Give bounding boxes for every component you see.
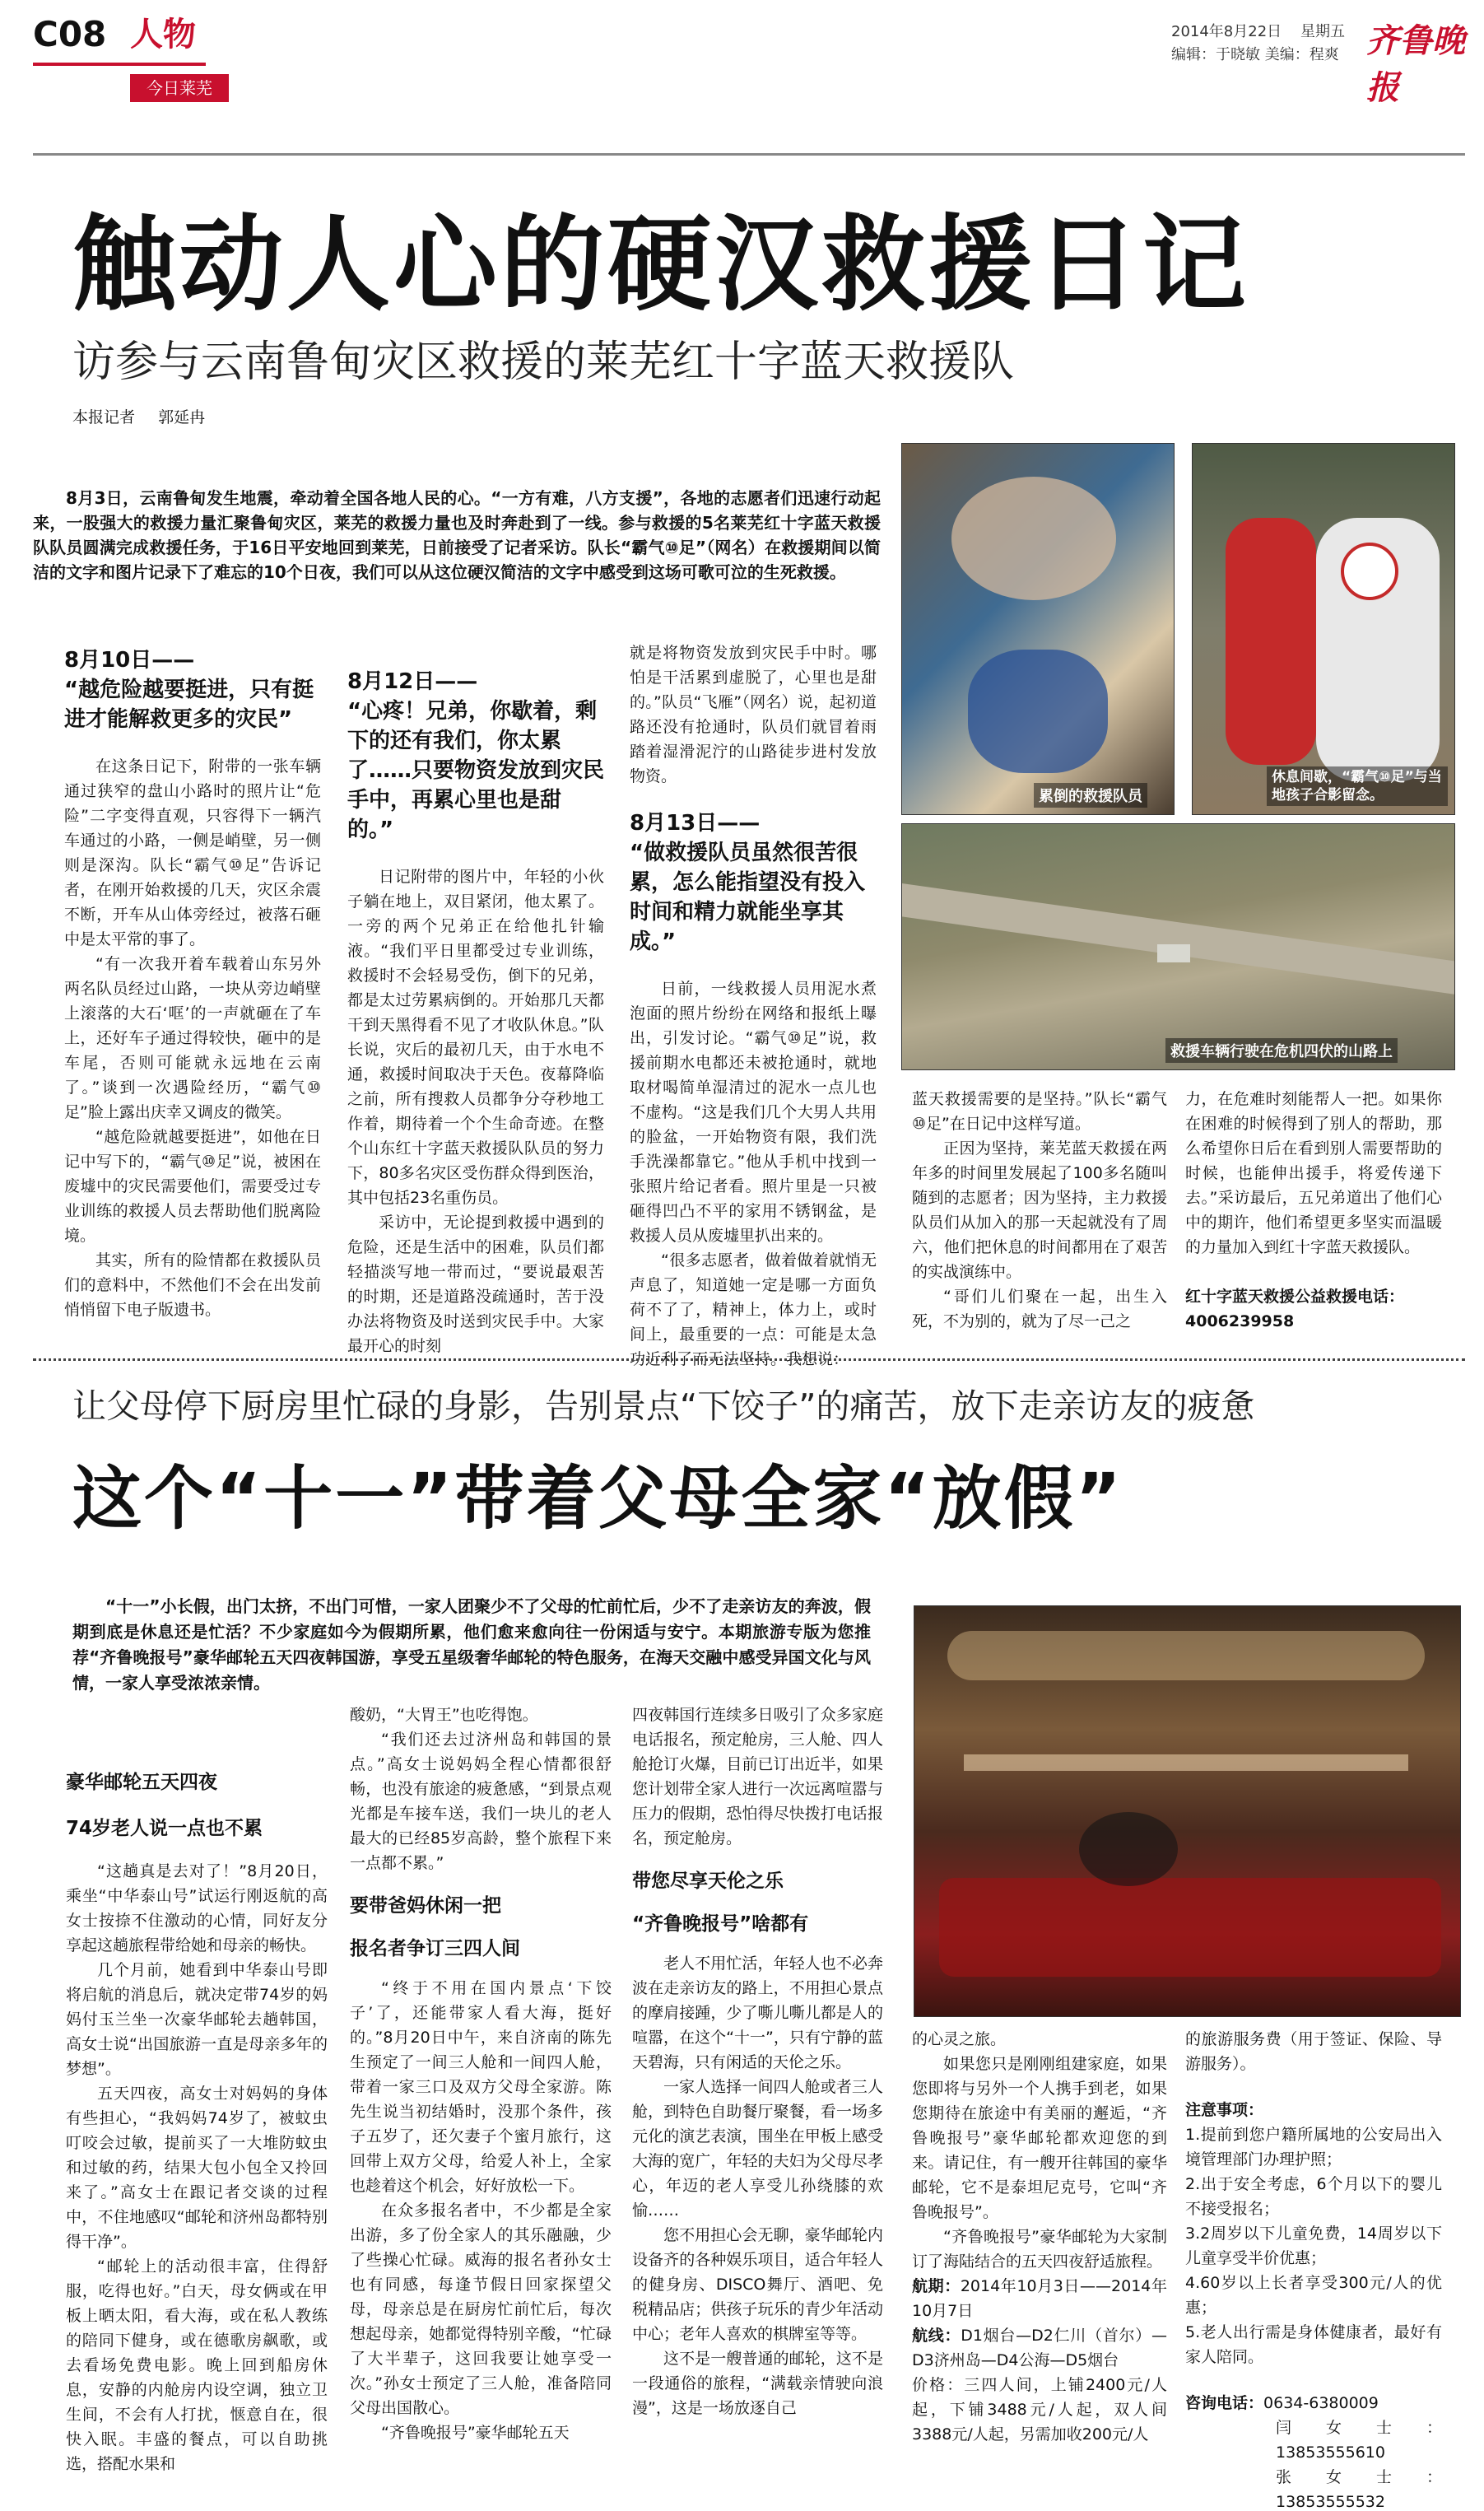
entry-quote: “心疼！兄弟，你歇着，剩下的还有我们，你太累了……只要物资发放到灾民手中，再累心里也是甜的。”	[347, 699, 605, 842]
byline	[72, 405, 205, 427]
paragraph: “越危险就越要挺进”，如他在日记中写下的，“霸气⑩足”说，被困在废墟中的灾民需要他们，需要受过专业训练的救援人员去帮助他们脱离险境。	[64, 1128, 321, 1245]
article1-col5	[1185, 1087, 1442, 1334]
page-header	[33, 14, 1465, 107]
photo-caption: 累倒的救援队员	[1034, 783, 1147, 808]
article1-col4	[912, 1087, 1167, 1334]
paragraph: “有一次我开着车载着山东另外两名队员经过山路，一块从旁边峭壁上滚落的大石‘哐’的一声就砸在了车上，还好车子通过得较快，砸中的是车尾，否则可能就永远地在云南了。”谈到一次遇险经历，“霸气⑩足”脸上露出庆幸又调皮的微笑。	[64, 955, 321, 1121]
route-label: 航线：	[912, 2327, 961, 2345]
contact-phone: 4006239958	[1185, 1312, 1295, 1330]
paragraph: 的心灵之旅。	[912, 2030, 1007, 2048]
photo-exhausted-rescuer	[901, 443, 1175, 815]
entry-date: 8月12日——	[347, 669, 478, 694]
issue-weekday: 星期五	[1300, 23, 1345, 40]
article1-intro: 8月3日，云南鲁甸发生地震，牵动着全国各地人民的心。“一方有难，八方支援”，各地的志愿者们迅速行动起来，一股强大的救援力量汇聚鲁甸灾区，莱芜的救援力量也及时奔赴到了一线。参与救援的5名莱芜红十字蓝天救援队队员圆满完成救援任务，于16日平安地回到莱芜，日前接受了记者采访。队长“霸气⑩足”（网名）在救援期间以简洁的文字和图片记录下了难忘的10个日夜，我们可以从这位硬汉简洁的文字中感受到这场可歌可泣的生死救援。	[33, 488, 881, 582]
paragraph: “很多志愿者，做着做着就悄无声息了，知道她一定是哪一方面负荷不了了，精神上，体力上，或时间上，最重要的一点：可能是太急功近利了而无法坚持。我想说：	[630, 1251, 877, 1368]
entry-date: 8月13日——	[630, 811, 761, 836]
paragraph: “终于不用在国内景点‘下饺子’了，还能带家人看大海，挺好的。”8月20日中午，来自济南的陈先生预定了一间三人舱和一间四人舱，带着一家三口及双方父母全家游。陈先生说当初结婚时，没那个条件，孩子五岁了，还欠妻子个蜜月旅行，这回带上双方父母，给爱人补上，全家也趁着这个机会，好好放松一下。	[350, 1979, 612, 2195]
paragraph: 老人不用忙活，年轻人也不必奔波在走亲访友的路上，不用担心景点的摩肩接踵，少了嘶儿嘶儿都是人的喧嚣，在这个“十一”，只有宁静的蓝天碧海，只有闲适的天伦之乐。	[632, 1954, 883, 2071]
paragraph: 的旅游服务费（用于签证、保险、导游服务）。	[1185, 2030, 1442, 2073]
article1-col2	[347, 667, 604, 1358]
contact-label: 红十字蓝天救援公益救援电话：	[1185, 1288, 1405, 1306]
paragraph: “齐鲁晚报号”豪华邮轮为大家制订了海陆结合的五天四夜舒适旅程。	[912, 2228, 1167, 2271]
article2-col3	[632, 1703, 883, 2420]
paragraph: 就是将物资发放到灾民手中时。哪怕是干活累到虚脱了，心里也是甜的。”队员“飞雁”（网名）说，起初道路还没有抢通时，队员们就冒着雨踏着湿滑泥泞的山路徒步进村发放物资。	[630, 644, 877, 785]
paragraph: “哥们儿们聚在一起，出生入死，不为别的，就为了尽一己之	[912, 1288, 1167, 1330]
paragraph: 几个月前，她看到中华泰山号即将启航的消息后，就决定带74岁的妈妈付玉兰坐一次豪华邮轮去趟韩国，高女士说“出国旅游一直是母亲多年的梦想”。	[66, 1961, 328, 2078]
phone-line	[1185, 2391, 1442, 2415]
paragraph: “我们还去过济州岛和韩国的景点。”高女士说妈妈全程心情都很舒畅，也没有旅途的疲惫感，“到景点观光都是车接车送，我们一块儿的老人最大的已经85岁高龄，整个旅程下来一点都不累。”	[350, 1731, 612, 1872]
paragraph: 在众多报名者中，不少都是全家出游，多了份全家人的其乐融融，少了些操心忙碌。威海的报名者孙女士也有同感，每逢节假日回家探望父母，母亲总是在厨房忙前忙后，每次想起母亲，她都觉得特别辛酸，“忙碌了大半辈子，这回我要让她享受一次。”孙女士预定了三人舱，准备陪同父母出国散心。	[350, 2201, 612, 2417]
entry-quote: “做救援队员虽然很苦很累，怎么能指望没有投入时间和精力就能坐享其成。”	[630, 841, 866, 954]
paragraph: 如果您只是刚刚组建家庭，如果您即将与另外一个人携手到老，如果您期待在旅途中有美丽的邂逅，“齐鲁晚报号”豪华邮轮都欢迎您的到来。请记住，有一艘开往韩国的豪华邮轮，它不是泰坦尼克号，它叫“齐鲁晚报号”。	[912, 2055, 1167, 2221]
route-text: D1烟台—D2仁川（首尔）—D3济州岛—D4公海—D5烟台	[912, 2327, 1167, 2369]
editors: 编辑：于晓敏 美编：程爽	[1171, 46, 1339, 63]
photo-caption: 救援车辆行驶在危机四伏的山路上	[1165, 1038, 1398, 1063]
entry-quote: “越危险越要挺进，只有挺进才能解救更多的灾民”	[64, 678, 314, 732]
article1-subheadline: 访参与云南鲁甸灾区救援的莱芜红十字蓝天救援队	[72, 338, 1015, 387]
paragraph: 这不是一艘普通的邮轮，这不是一段通俗的旅程，“满载亲情驶向浪漫”，这是一场放逐自己	[632, 2350, 883, 2417]
photo-cruise-lounge	[914, 1605, 1461, 2017]
paragraph: 蓝天救援需要的是坚持。”队长“霸气⑩足”在日记中这样写道。	[912, 1090, 1167, 1133]
page-code: C08	[33, 14, 107, 54]
section-bar	[33, 63, 206, 66]
section-title: 人物	[130, 16, 196, 54]
contact-1: 闫女士：13853555610	[1276, 2419, 1442, 2462]
notice-item: 5.老人出行需是身体健康者，最好有家人陪同。	[1185, 2323, 1442, 2366]
entry-date: 8月10日——	[64, 648, 195, 673]
notice-item: 2.出于安全考虑，6个月以下的婴儿不接受报名；	[1185, 2175, 1442, 2218]
article2-intro: “十一”小长假，出门太挤，不出门可惜，一家人团聚少不了父母的忙前忙后，少不了走亲访友的奔波，假期到底是休息还是忙活？不少家庭如今为假期所累，他们愈来愈向往一份闲适与安宁。本期旅游专版为您推荐“齐鲁晚报号”豪华邮轮五天四夜韩国游，享受五星级奢华邮轮的特色服务，在海天交融中感受异国文化与风情，一家人享受浓浓亲情。	[72, 1596, 871, 1693]
notice-item: 1.提前到您户籍所属地的公安局出入境管理部门办理护照；	[1185, 2126, 1442, 2169]
article1-col3	[630, 641, 877, 1372]
subhead: 74岁老人说一点也不累	[66, 1818, 263, 1839]
paragraph: “邮轮上的活动很丰富，住得舒服，吃得也好。”白天，母女俩或在甲板上晒太阳，看大海，或在私人教练的陪同下健身，或在德歌房飙歌，或去看场免费电影。晚上回到船房休息，安静的内舱房内设空调，独立卫生间，不会有人打扰，惬意自在，很快入眠。丰盛的餐点，可以自助挑选，搭配水果和	[66, 2257, 328, 2473]
masthead-logo: 齐鲁晚报	[1366, 21, 1465, 107]
paragraph: “这趟真是去对了！”8月20日，乘坐“中华泰山号”试运行刚返航的高女士按捺不住激动的心情，同好友分享起这趟旅程带给她和母亲的畅快。	[66, 1862, 328, 1954]
subhead: 豪华邮轮五天四夜	[66, 1772, 217, 1793]
photo-rescuer-with-child	[1192, 443, 1455, 815]
paragraph: 其实，所有的险情都在救援队员们的意料中，不然他们不会在出发前悄悄留下电子版遗书。	[64, 1251, 321, 1319]
phone-main: 0634-6380009	[1263, 2394, 1379, 2412]
article2-col2	[350, 1703, 612, 2445]
notice-item: 4.60岁以上长者享受300元/人的优惠；	[1185, 2274, 1442, 2317]
paragraph: 一家人选择一间四人舱或者三人舱，到特色自助餐厅聚餐，看一场多元化的演艺表演，围坐在甲板上感受大海的宽广，年轻的夫妇为父母尽孝心，年迈的老人享受儿孙绕膝的欢愉……	[632, 2078, 883, 2220]
paragraph: 日前，一线救援人员用泥水煮泡面的照片纷纷在网络和报纸上曝出，引发讨论。“霸气⑩足”说，救援前期水电都还未被抢通时，就地取材喝简单湿清过的泥水一点儿也不虚构。“这是我们几个大男人共用的脸盆，一开始物资有限，我们洗手洗澡都靠它。”他从手机中找到一张照片给记者看。照片里是一只被砸得凹凸不平的家用不锈钢盆，是救援人员从废墟里扒出来的。	[630, 980, 877, 1245]
subhead: 带您尽享天伦之乐	[632, 1870, 784, 1892]
route-info	[912, 2323, 1167, 2373]
article2-kicker: 让父母停下厨房里忙碌的身影，告别景点“下饺子”的痛苦，放下走亲访友的疲惫	[72, 1386, 1255, 1426]
subhead: 要带爸妈休闲一把	[350, 1895, 501, 1917]
article2-headline: 这个“十一”带着父母全家“放假”	[72, 1458, 1123, 1539]
subhead: “齐鲁晚报号”啥都有	[632, 1913, 809, 1935]
paragraph: 正因为坚持，莱芜蓝天救援在两年多的时间里发展起了100多名随叫随到的志愿者；因为坚持，主力救援队员们从加入的那一天起就没有了周六，他们把休息的时间都用在了艰苦的实战演练中。	[912, 1139, 1167, 1281]
article2-col1	[66, 1770, 328, 2476]
paragraph: “齐鲁晚报号”豪华邮轮五天	[381, 2424, 570, 2442]
paragraph: 采访中，无论提到救援中遇到的危险，还是生活中的困难，队员们都轻描淡写地一带而过，“要说最艰苦的时期，还是道路没疏通时，苦于没办法将物资及时送到灾民手中。大家最开心的时刻	[347, 1214, 604, 1355]
article1-col1	[64, 645, 321, 1322]
photo-mountain-road	[901, 823, 1455, 1070]
byline-name: 郭延冉	[158, 408, 206, 426]
article1-headline: 触动人心的硬汉救援日记	[72, 204, 1249, 325]
article2-col4	[912, 2027, 1167, 2447]
voyage-label: 航期：	[912, 2277, 961, 2295]
issue-date: 2014年8月22日	[1171, 23, 1282, 40]
subsection-tag: 今日莱芜	[130, 74, 229, 102]
paragraph: 四夜韩国行连续多日吸引了众多家庭电话报名，预定舱房，三人舱、四人舱抢订火爆，目前已订出近半，如果您计划带全家人进行一次远离喧嚣与压力的假期，恐怕得尽快拨打电话报名，预定舱房。	[632, 1706, 883, 1847]
article2-col5	[1185, 2027, 1442, 2511]
notice-item: 3.2周岁以下儿童免费，14周岁以下儿童享受半价优惠；	[1185, 2224, 1442, 2267]
photo-caption: 休息间歇，“霸气⑩足”与当地孩子合影留念。	[1267, 766, 1448, 806]
paragraph: 在这条日记下，附带的一张车辆通过狭窄的盘山小路时的照片让“危险”二字变得直观，只容得下一辆汽车通过的小路，一侧是峭壁，另一侧则是深沟。队长“霸气⑩足”告诉记者，在刚开始救援的几天，灾区余震不断，开车从山体旁经过，被落石砸中是太平常的事了。	[64, 757, 321, 948]
voyage-info	[912, 2274, 1167, 2323]
paragraph: 五天四夜，高女士对妈妈的身体有些担心，“我妈妈74岁了，被蚊虫叮咬会过敏，提前买了一大堆防蚊虫和过敏的药，结果大包小包全又拎回来了。”高女士在跟记者交谈的过程中，不住地感叹“邮轮和济州岛都特别得干净”。	[66, 2085, 328, 2251]
paragraph: 酸奶，“大胃王”也吃得饱。	[350, 1706, 538, 1724]
contact-2: 张女士：13853555532	[1276, 2468, 1442, 2511]
paragraph: 日记附带的图片中，年轻的小伙子躺在地上，双目紧闭，他太累了。一旁的两个兄弟正在给他扎针输液。“我们平日里都受过专业训练，救援时不会轻易受伤，倒下的兄弟，都是太过劳累病倒的。开始那几天都干到天黑得看不见了才收队休息。”队长说，灾后的最初几天，由于水电不通，救援时间取决于天色。夜幕降临之前，所有搜救人员都争分夺秒地工作着，期待着一个个生命奇迹。在整个山东红十字蓝天救援队队员的努力下，80多名灾区受伤群众得到医治，其中包括23名重伤员。	[347, 868, 604, 1207]
byline-label: 本报记者	[72, 408, 136, 426]
notice-title: 注意事项：	[1185, 2101, 1264, 2119]
paragraph: 力，在危难时刻能帮人一把。如果你在困难的时候得到了别人的帮助，那么希望你日后在看到别人需要帮助的时候，也能伸出援手，将爱传递下去。”采访最后，五兄弟道出了他们心中的期许，他们希望更多坚实而温暖的力量加入到红十字蓝天救援队。	[1185, 1090, 1442, 1256]
subhead: 报名者争订三四人间	[350, 1938, 520, 1959]
header-rule	[33, 153, 1465, 156]
phone-label: 咨询电话：	[1185, 2394, 1264, 2412]
paragraph: 您不用担心会无聊，豪华邮轮内设备齐的各种娱乐项目，适合年轻人的健身房、DISCO舞厅、酒吧、免税精品店；供孩子玩乐的青少年活动中心；老年人喜欢的棋牌室等等。	[632, 2226, 883, 2343]
section-divider	[33, 1358, 1465, 1361]
price-info: 价格：三四人间，上铺2400元/人起，下铺3488元/人起，双人间3388元/人起，另需加收200元/人	[912, 2376, 1167, 2443]
voyage-text: 2014年10月3日——2014年10月7日	[912, 2277, 1167, 2320]
